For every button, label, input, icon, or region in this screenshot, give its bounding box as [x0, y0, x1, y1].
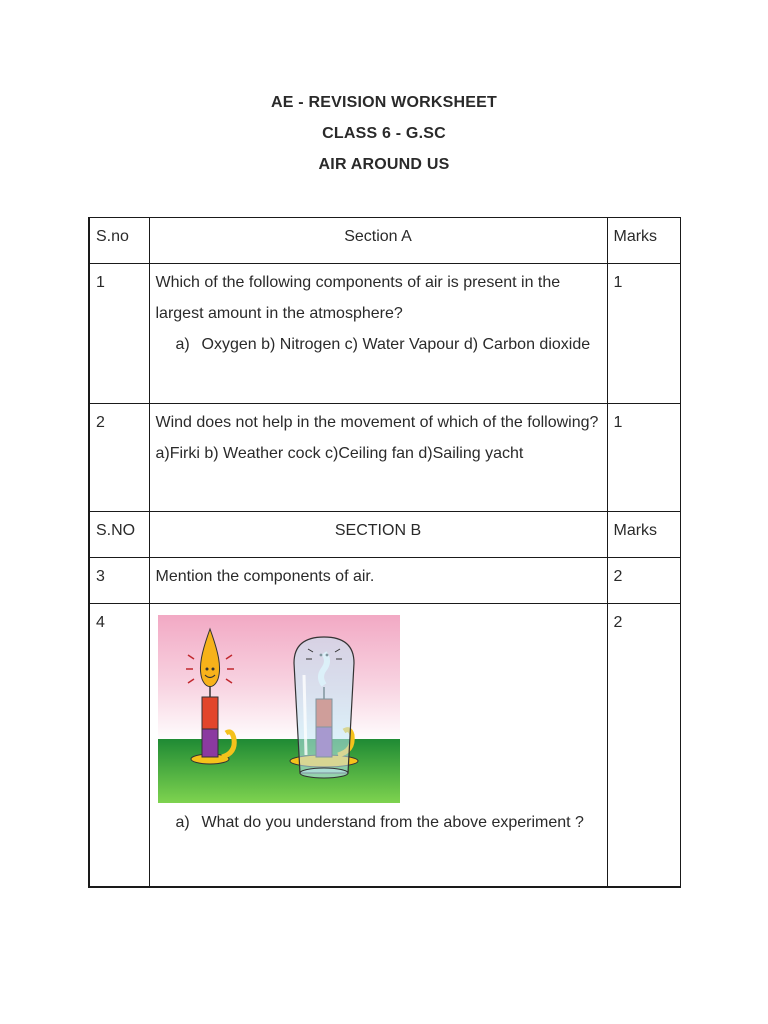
question-row-4 [89, 604, 680, 887]
sub-question [156, 807, 601, 838]
sub-question-text: What do you understand from the above experiment ? [201, 814, 584, 831]
section-a-title: Section A [149, 218, 607, 264]
section-b-header-row [89, 512, 680, 558]
marks-header: Marks [607, 512, 680, 558]
question-number: 1 [89, 264, 149, 404]
section-b-title: SECTION B [149, 512, 607, 558]
question-marks: 2 [607, 604, 680, 887]
sky-background [158, 615, 400, 743]
sno-header: S.NO [89, 512, 149, 558]
question-row-1 [89, 264, 680, 404]
candle-experiment-illustration [158, 615, 400, 803]
question-marks: 1 [607, 404, 680, 512]
question-row-2 [89, 404, 680, 512]
question-cell [149, 604, 607, 887]
question-text: Mention the components of air. [149, 558, 607, 604]
question-row-3 [89, 558, 680, 604]
question-number: 2 [89, 404, 149, 512]
sno-header: S.no [89, 218, 149, 264]
question-text: Wind does not help in the movement of which of the following? [155, 414, 599, 431]
table-surface [158, 739, 400, 803]
question-cell [149, 264, 607, 404]
question-number: 4 [89, 604, 149, 887]
option-list-label: a) [175, 336, 190, 353]
question-options: a)Firki b) Weather cock c)Ceiling fan d)Sailing yacht [155, 445, 524, 462]
question-text: Which of the following components of air is present in the largest amount in the atmosphere? [155, 274, 561, 322]
marks-header: Marks [607, 218, 680, 264]
question-options [156, 329, 601, 360]
class-subject: CLASS 6 - G.SC [322, 125, 446, 142]
option-list-text: Oxygen b) Nitrogen c) Water Vapour d) Carbon dioxide [201, 336, 591, 353]
worksheet-title: AE - REVISION WORKSHEET [271, 94, 497, 111]
worksheet-table [88, 217, 681, 888]
question-marks: 2 [607, 558, 680, 604]
question-number: 3 [89, 558, 149, 604]
question-cell [149, 404, 607, 512]
chapter-title: AIR AROUND US [318, 156, 450, 173]
question-marks: 1 [607, 264, 680, 404]
section-a-header-row [89, 218, 680, 264]
covered-candle-icon [290, 637, 358, 778]
sub-question-label: a) [175, 814, 190, 831]
